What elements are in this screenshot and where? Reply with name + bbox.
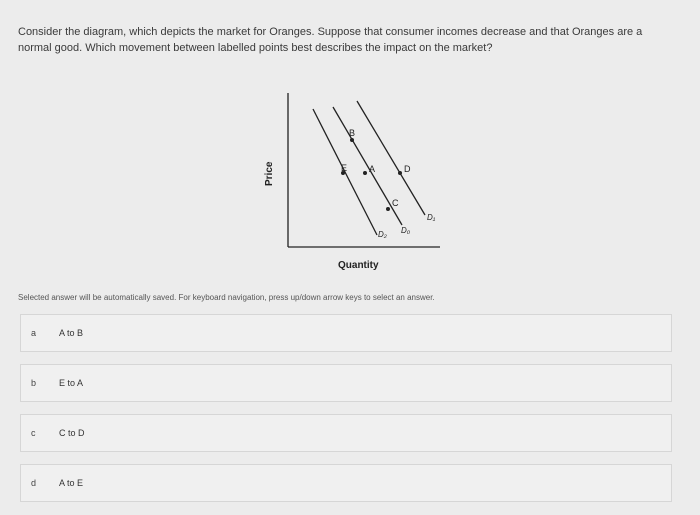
answer-option-a[interactable]: [20, 314, 672, 352]
point-b-label: B: [349, 128, 356, 138]
point-c-label: C: [392, 198, 399, 208]
option-letter: c: [31, 428, 36, 438]
point-b: [350, 138, 354, 142]
answer-option-c[interactable]: [20, 414, 672, 452]
answer-option-b[interactable]: [20, 364, 672, 402]
question-line-1: Consider the diagram, which depicts the market for Oranges. Suppose that consumer incomes decrease and that Oranges are a: [18, 26, 643, 38]
diagram-svg: [255, 85, 455, 280]
supply-demand-diagram: [255, 85, 455, 280]
autosave-hint: Selected answer will be automatically saved. For keyboard navigation, press up/down arrow keys to select an answer.: [18, 293, 435, 302]
point-c: [386, 207, 390, 211]
point-d-label: D: [404, 164, 411, 174]
curve-label-d1: D₁: [427, 213, 436, 222]
curve-label-d2: D₂: [378, 230, 387, 239]
option-letter: d: [31, 478, 37, 488]
question-line-2: normal good. Which movement between labelled points best describes the impact on the market?: [18, 42, 493, 54]
curve-label-d0: D₀: [401, 226, 411, 235]
point-e-label: E: [341, 163, 348, 173]
option-letter: a: [31, 328, 37, 338]
option-text: A to B: [59, 328, 84, 338]
question-text: [18, 24, 678, 56]
point-d: [398, 171, 402, 175]
point-a-label: A: [369, 164, 376, 174]
option-text: C to D: [59, 428, 85, 438]
supply-curve-3: [357, 101, 425, 215]
option-letter: b: [31, 378, 37, 388]
option-text: E to A: [59, 378, 84, 388]
x-axis-label: Quantity: [338, 260, 379, 271]
answer-option-d[interactable]: [20, 464, 672, 502]
option-text: A to E: [59, 478, 84, 488]
y-axis-label: Price: [264, 161, 275, 186]
point-a: [363, 171, 367, 175]
